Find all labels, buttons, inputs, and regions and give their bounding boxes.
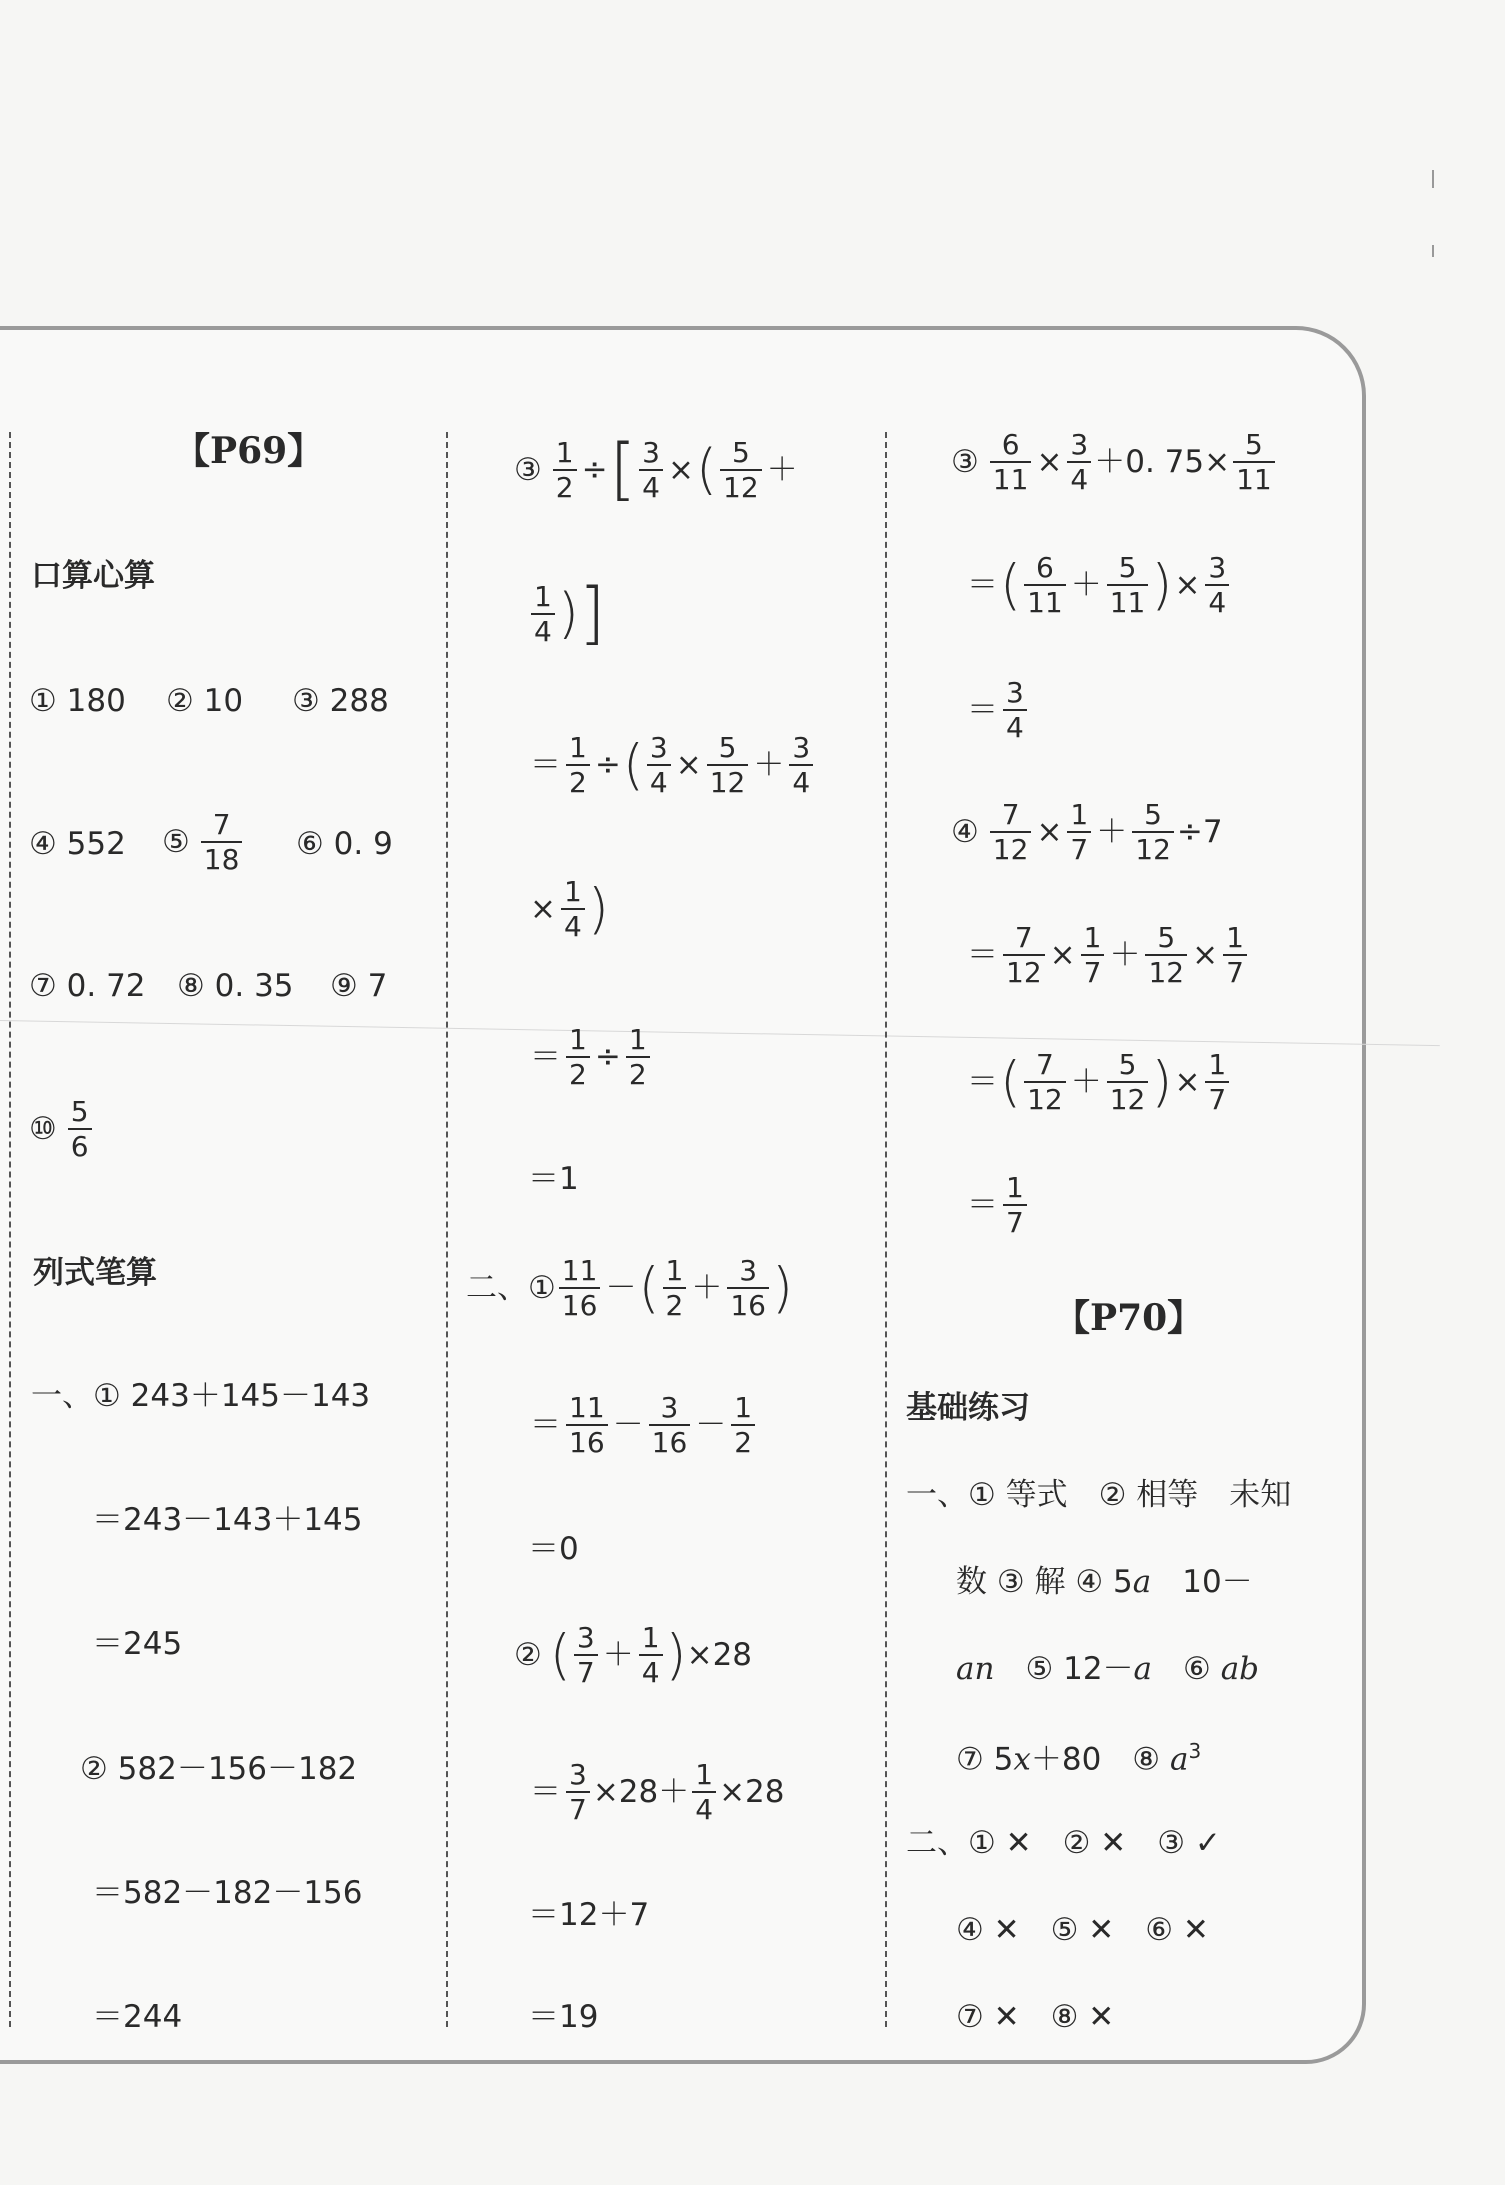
fraction: $\frac{1}{4}$ — [639, 1623, 663, 1688]
answer-number: ⑩ — [29, 1110, 57, 1147]
fraction: $\frac{1}{7}$ — [1223, 923, 1247, 988]
section-mental-math: 口算心算 — [31, 558, 155, 594]
expression-line: 二、① $\frac{11}{16}$ －( $\frac{1}{2}$ ＋ $\frac{3}{16}$ ) — [466, 1254, 794, 1323]
expression-line: ③ $\frac{1}{2}$ ÷[ $\frac{3}{4}$ ×( $\frac{5}{12}$ ＋ — [514, 430, 798, 509]
variable: x — [1013, 1741, 1031, 1778]
text: ⑥ — [1183, 1651, 1211, 1687]
mental-answer-9: ⑨ 7 — [330, 968, 388, 1004]
fill-in-line — [956, 1564, 1253, 1600]
equals-sign: ＝ — [530, 1038, 561, 1075]
section-written-calc: 列式笔算 — [33, 1255, 157, 1291]
fraction: $\frac{11}{16}$ — [559, 1256, 601, 1321]
numerator: 7 — [212, 808, 231, 841]
mental-answer-6: ⑥ 0. 9 — [296, 826, 393, 862]
mental-answer-4: ④ 552 — [29, 826, 126, 862]
fraction: $\frac{3}{4}$ — [1003, 678, 1027, 743]
section-basic-practice: 基础练习 — [906, 1390, 1030, 1426]
denominator: 6 — [68, 1128, 92, 1161]
answer-number: ③ — [951, 443, 979, 480]
mental-answer-8: ⑧ 0. 35 — [177, 968, 294, 1004]
written-line: ＝582－182－156 — [92, 1875, 363, 1911]
fraction: $\frac{3}{7}$ — [574, 1623, 598, 1688]
mental-answer-2: ② 10 — [166, 683, 244, 719]
written-line: ＝244 — [92, 1999, 183, 2035]
multiply-28: ×28＋ — [592, 1773, 690, 1810]
fill-in-line — [956, 1739, 1202, 1778]
page-header-p69: 【P69】 — [174, 430, 324, 472]
judgement-line: 二、① ✕ ② ✕ ③ ✓ — [906, 1825, 1221, 1861]
fraction: $\frac{1}{2}$ — [553, 438, 577, 503]
written-line: ② 582－156－182 — [80, 1751, 358, 1787]
answer-number: 二、① — [466, 1269, 556, 1306]
judgement-line: ⑦ ✕ ⑧ ✕ — [956, 1999, 1115, 2035]
expression-line: × $\frac{1}{4}$ ) — [530, 875, 609, 944]
multiply-28: ×28 — [686, 1636, 753, 1673]
multiply-28: ×28 — [719, 1773, 785, 1810]
expression-line: ＝12＋7 — [528, 1897, 650, 1933]
expression-line: ③ $\frac{6}{11}$ × $\frac{3}{4}$ ＋0. 75× $\frac{5}{11}$ — [951, 430, 1278, 495]
equals-sign: ＝ — [530, 1406, 561, 1443]
expression-line: ＝19 — [528, 1999, 599, 2035]
numerator: 5 — [70, 1095, 89, 1128]
fraction: $\frac{11}{16}$ — [566, 1393, 608, 1458]
page-header-p70: 【P70】 — [1054, 1297, 1204, 1339]
fraction: $\frac{1}{2}$ — [663, 1256, 687, 1321]
mental-answer-7: ⑦ 0. 72 — [29, 968, 146, 1004]
denominator: 18 — [201, 841, 243, 874]
written-line: 一、① 243＋145－143 — [31, 1378, 371, 1414]
mental-answer-3: ③ 288 — [292, 683, 389, 719]
fraction: $\frac{7}{12}$ — [1003, 923, 1045, 988]
expression-line: ＝( $\frac{6}{11}$ ＋ $\frac{5}{11}$ )× $\frac{3}{4}$ — [965, 553, 1232, 618]
expression-line: ＝0 — [528, 1531, 579, 1567]
fraction: $\frac{1}{7}$ — [1003, 1173, 1027, 1238]
expression-line: ＝ $\frac{3}{7}$ ×28＋ $\frac{1}{4}$ ×28 — [530, 1758, 785, 1827]
fill-in-line — [956, 1651, 1260, 1687]
fraction: $\frac{5}{12}$ — [707, 733, 749, 798]
fraction: $\frac{3}{16}$ — [727, 1256, 769, 1321]
fraction: $\frac{7}{12}$ — [990, 800, 1032, 865]
text: ⑤ 12－ — [1025, 1651, 1134, 1687]
answer-number: ④ — [951, 813, 979, 850]
fraction: $\frac{1}{7}$ — [1081, 923, 1105, 988]
answer-number: ⑤ — [162, 823, 190, 860]
fraction: $\frac{7}{12}$ — [1024, 1050, 1066, 1115]
fraction: $\frac{6}{11}$ — [990, 430, 1032, 495]
fraction: $\frac{5}{12}$ — [720, 438, 762, 503]
text: ⑦ 5 — [956, 1741, 1014, 1778]
expression-line: ＝ $\frac{11}{16}$ － $\frac{3}{16}$ － $\frac{1}{2}$ — [528, 1393, 758, 1458]
mental-answer-1: ① 180 — [29, 683, 126, 719]
expression-line: ② ( $\frac{3}{7}$ ＋ $\frac{1}{4}$ )×28 — [514, 1621, 753, 1690]
expression-line: $\frac{1}{4}$ )] — [528, 580, 605, 648]
fraction: $\frac{1}{4}$ — [531, 582, 555, 647]
fill-in-line: 一、① 等式 ② 相等 未知 — [906, 1477, 1292, 1513]
expression-line: ＝ $\frac{1}{2}$ ÷( $\frac{3}{4}$ × $\frac{5}{12}$ ＋ $\frac{3}{4}$ — [528, 733, 816, 798]
fraction: $\frac{3}{4}$ — [1067, 430, 1091, 495]
fraction: $\frac{1}{2}$ — [566, 1025, 590, 1090]
fraction: $\frac{3}{4}$ — [639, 438, 663, 503]
fraction: $\frac{3}{4}$ — [1205, 553, 1229, 618]
fraction: $\frac{1}{7}$ — [1205, 1050, 1229, 1115]
judgement-line: ④ ✕ ⑤ ✕ ⑥ ✕ — [956, 1912, 1209, 1948]
fraction: $\frac{6}{11}$ — [1024, 553, 1066, 618]
exponent: 3 — [1188, 1739, 1202, 1763]
expression-line: ＝ $\frac{7}{12}$ × $\frac{1}{7}$ ＋ $\frac{5}{12}$ × $\frac{1}{7}$ — [965, 923, 1250, 988]
variable: a — [1133, 1651, 1153, 1687]
text: 数 ③ 解 ④ 5 — [956, 1564, 1133, 1600]
fraction: $\frac{1}{2}$ — [626, 1025, 650, 1090]
expression-line: ＝( $\frac{7}{12}$ ＋ $\frac{5}{12}$ )× $\frac{1}{7}$ — [965, 1050, 1232, 1115]
answer-number: ③ — [514, 451, 542, 488]
fraction: $\frac{3}{4}$ — [647, 733, 671, 798]
fraction: $\frac{5}{11}$ — [1107, 553, 1149, 618]
fraction: $\frac{3}{16}$ — [649, 1393, 691, 1458]
expression-line: ＝ $\frac{1}{7}$ — [965, 1173, 1030, 1238]
expression-line: ＝ $\frac{1}{2}$ ÷ $\frac{1}{2}$ — [528, 1025, 653, 1090]
fraction: $\frac{1}{4}$ — [561, 877, 585, 942]
fraction: $\frac{1}{2}$ — [731, 1393, 755, 1458]
fraction: $\frac{3}{4}$ — [789, 733, 813, 798]
fraction: $\frac{5}{12}$ — [1107, 1050, 1149, 1115]
equals-sign: ＝ — [530, 746, 561, 783]
text: 10－ — [1182, 1564, 1253, 1600]
fraction: $\frac{1}{7}$ — [1067, 800, 1091, 865]
fraction: $\frac{5}{12}$ — [1145, 923, 1187, 988]
fraction: $\frac{1}{2}$ — [566, 733, 590, 798]
text: ＋80 ⑧ — [1030, 1741, 1161, 1778]
variable: ab — [1220, 1651, 1260, 1687]
fraction: $\frac{5}{11}$ — [1233, 430, 1275, 495]
fraction: $\frac{5}{12}$ — [1132, 800, 1174, 865]
divide-7: ÷7 — [1176, 813, 1223, 850]
plus-decimal: ＋0. 75× — [1094, 443, 1231, 480]
written-line: ＝245 — [92, 1626, 183, 1662]
fraction: $\frac{3}{7}$ — [566, 1760, 590, 1825]
variable: a — [1132, 1564, 1152, 1600]
written-line: ＝243－143＋145 — [92, 1502, 363, 1538]
variable: a — [1169, 1741, 1189, 1778]
answer-number: ② — [514, 1636, 542, 1673]
expression-line: ④ $\frac{7}{12}$ × $\frac{1}{7}$ ＋ $\frac{5}{12}$ ÷7 — [951, 798, 1223, 867]
expression-line: ＝ $\frac{3}{4}$ — [965, 678, 1030, 743]
fraction: $\frac{1}{4}$ — [692, 1760, 716, 1825]
expression-line: ＝1 — [528, 1161, 579, 1197]
variable: an — [956, 1651, 995, 1687]
